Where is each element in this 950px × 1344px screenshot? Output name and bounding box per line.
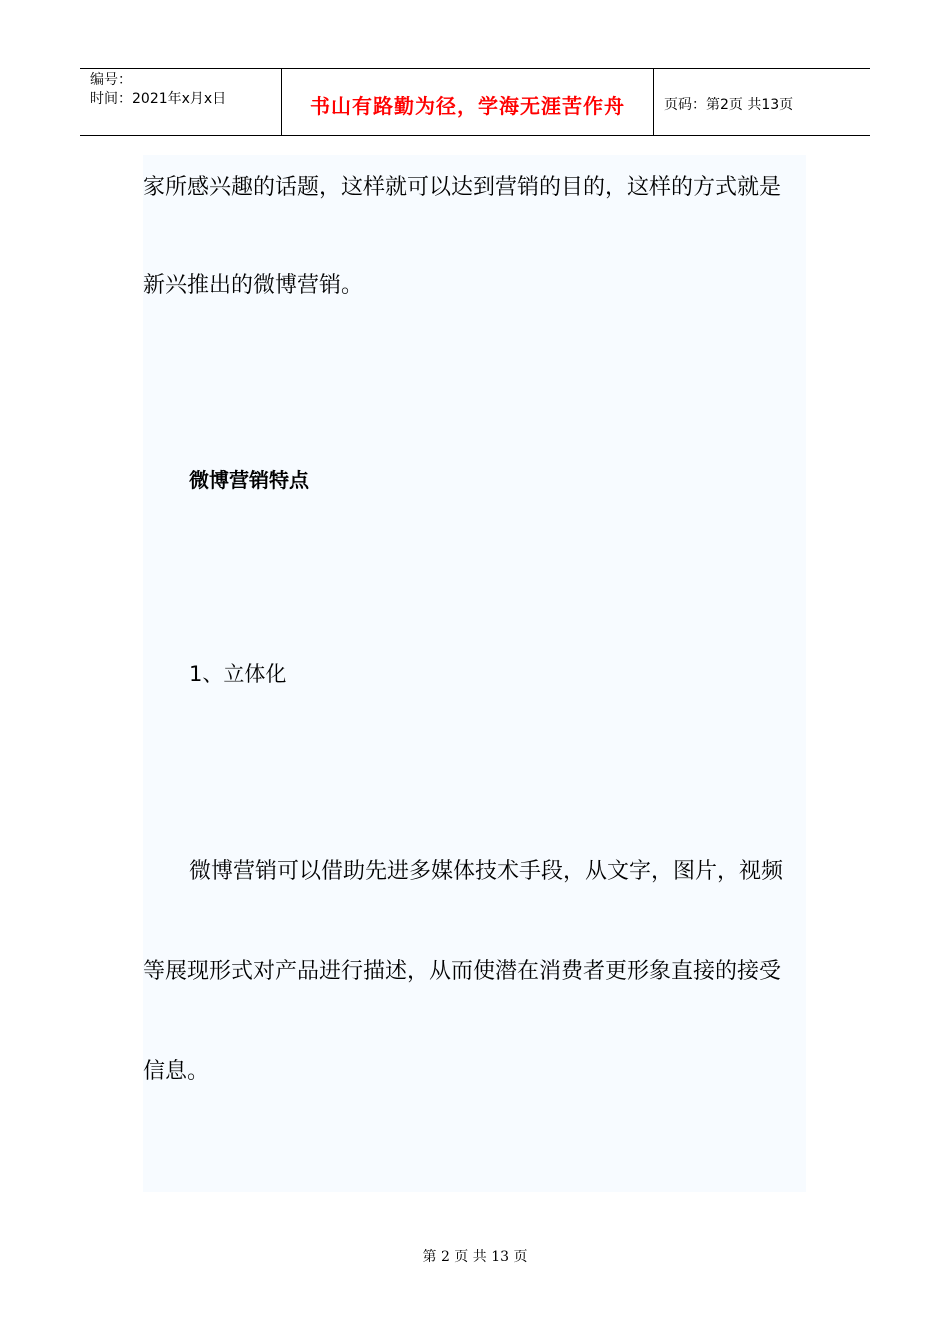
body-text-line: 新兴推出的微博营销。 — [143, 273, 364, 298]
number-label: 编号： — [90, 72, 132, 88]
body-text-line: 等展现形式对产品进行描述，从而使潜在消费者更形象直接的接受 — [143, 959, 782, 984]
header-meta — [80, 69, 282, 135]
header-page-info: 页码：第2页 共13页 — [664, 97, 794, 113]
body-text-line: 微博营销可以借助先进多媒体技术手段，从文字，图片，视频 — [189, 859, 784, 884]
document-body — [143, 155, 806, 1192]
document-header — [80, 68, 870, 136]
list-item-heading: 1、立体化 — [189, 662, 287, 686]
body-text-line: 信息。 — [143, 1059, 210, 1084]
body-text-line: 家所感兴趣的话题，这样就可以达到营销的目的，这样的方式就是 — [143, 175, 782, 200]
page-footer: 第 2 页 共 13 页 — [422, 1249, 528, 1265]
time-label: 时间：2021年x月x日 — [90, 91, 227, 107]
header-motto: 书山有路勤为径，学海无涯苦作舟 — [282, 69, 654, 135]
section-heading: 微博营销特点 — [189, 468, 309, 492]
